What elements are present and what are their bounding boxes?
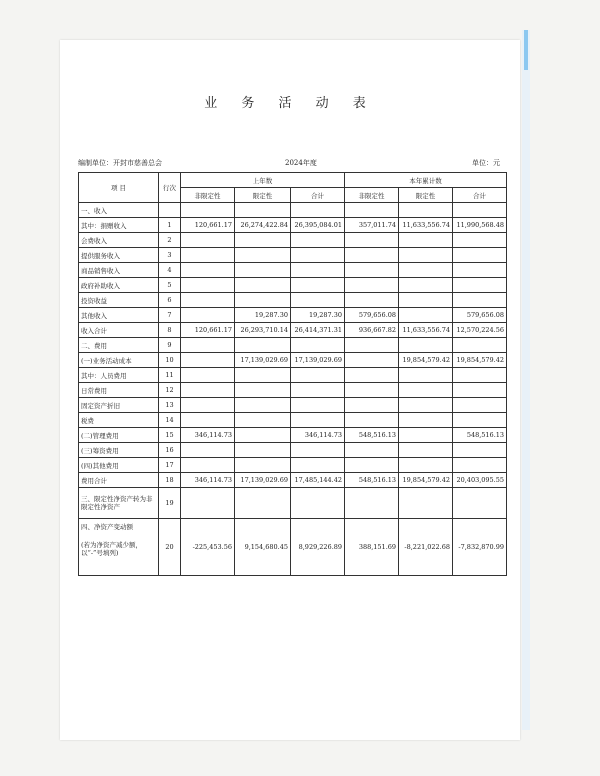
row-item-label bbox=[79, 519, 159, 576]
header-row-1 bbox=[79, 173, 507, 188]
row-value bbox=[453, 458, 507, 473]
row-value bbox=[291, 293, 345, 308]
row-value bbox=[291, 398, 345, 413]
row-line-number: 18 bbox=[159, 473, 181, 488]
row-value: 19,287.30 bbox=[235, 308, 291, 323]
row-item-label: 税费 bbox=[79, 413, 159, 428]
table-row bbox=[79, 293, 507, 308]
row-value: 26,414,371.31 bbox=[291, 323, 345, 338]
row-item-label: (二)管理费用 bbox=[79, 428, 159, 443]
header-restricted: 限定性 bbox=[235, 188, 291, 203]
row-value: 17,139,029.69 bbox=[291, 353, 345, 368]
row-value bbox=[235, 203, 291, 218]
table-row bbox=[79, 203, 507, 218]
header-prior-year: 上年数 bbox=[181, 173, 345, 188]
row-value bbox=[453, 443, 507, 458]
row-line-number: 14 bbox=[159, 413, 181, 428]
row-item-label: 商品销售收入 bbox=[79, 263, 159, 278]
row-line-number: 5 bbox=[159, 278, 181, 293]
row-item-label: 费用合计 bbox=[79, 473, 159, 488]
row-value bbox=[181, 443, 235, 458]
row-value bbox=[181, 398, 235, 413]
row-value bbox=[235, 443, 291, 458]
row-value bbox=[235, 278, 291, 293]
row-value bbox=[453, 203, 507, 218]
table-row bbox=[79, 473, 507, 488]
row-line-number: 16 bbox=[159, 443, 181, 458]
table-row bbox=[79, 338, 507, 353]
row-value: 19,287.30 bbox=[291, 308, 345, 323]
row-value: 26,293,710.14 bbox=[235, 323, 291, 338]
row-item-label: 三、限定性净资产转为非限定性净资产 bbox=[79, 488, 159, 519]
row-value bbox=[399, 443, 453, 458]
row-value bbox=[399, 278, 453, 293]
row-value bbox=[399, 308, 453, 323]
row-value bbox=[291, 278, 345, 293]
row-value bbox=[235, 458, 291, 473]
table-row bbox=[79, 308, 507, 323]
row-value bbox=[181, 203, 235, 218]
row-value bbox=[453, 368, 507, 383]
row-item-label: 会费收入 bbox=[79, 233, 159, 248]
row-value bbox=[345, 248, 399, 263]
row-value: 936,667.82 bbox=[345, 323, 399, 338]
row-value bbox=[235, 233, 291, 248]
row-line-number: 12 bbox=[159, 383, 181, 398]
table-row bbox=[79, 278, 507, 293]
row-value: -8,221,022.68 bbox=[399, 519, 453, 576]
row-value bbox=[399, 413, 453, 428]
table-row bbox=[79, 443, 507, 458]
row-cell bbox=[291, 488, 345, 519]
row-value bbox=[399, 293, 453, 308]
row-line-number: 4 bbox=[159, 263, 181, 278]
table-row bbox=[79, 233, 507, 248]
row-value bbox=[235, 413, 291, 428]
row-value bbox=[399, 233, 453, 248]
row-value bbox=[453, 233, 507, 248]
row-value: -225,453.56 bbox=[181, 519, 235, 576]
row-value bbox=[291, 248, 345, 263]
row-item-label-note: (若为净资产减少额，以“-”号填列) bbox=[81, 541, 143, 557]
table-body-bottom bbox=[79, 488, 507, 576]
row-value: 9,154,680.45 bbox=[235, 519, 291, 576]
table-row bbox=[79, 398, 507, 413]
row-item-label: 提供服务收入 bbox=[79, 248, 159, 263]
row-item-label: 收入合计 bbox=[79, 323, 159, 338]
row-value bbox=[235, 428, 291, 443]
row-value: 346,114.73 bbox=[181, 428, 235, 443]
row-value bbox=[399, 263, 453, 278]
row-line-number: 10 bbox=[159, 353, 181, 368]
row-value bbox=[345, 443, 399, 458]
row-item-label: (三)筹资费用 bbox=[79, 443, 159, 458]
row-value bbox=[453, 263, 507, 278]
row-value bbox=[181, 353, 235, 368]
row-value: 11,633,556.74 bbox=[399, 323, 453, 338]
row-cell bbox=[181, 488, 235, 519]
row-value bbox=[235, 398, 291, 413]
table-row bbox=[79, 428, 507, 443]
row-value bbox=[291, 443, 345, 458]
row-value bbox=[291, 233, 345, 248]
row-value bbox=[181, 383, 235, 398]
row-line-number: 1 bbox=[159, 218, 181, 233]
row-value bbox=[399, 338, 453, 353]
row-value: 11,990,568.48 bbox=[453, 218, 507, 233]
row-value: 120,661.17 bbox=[181, 323, 235, 338]
row-value bbox=[291, 263, 345, 278]
table-row bbox=[79, 263, 507, 278]
row-value: 19,854,579.42 bbox=[399, 473, 453, 488]
row-value: 11,633,556.74 bbox=[399, 218, 453, 233]
row-value bbox=[235, 293, 291, 308]
row-value: 346,114.73 bbox=[181, 473, 235, 488]
row-line-number: 11 bbox=[159, 368, 181, 383]
table-row bbox=[79, 248, 507, 263]
row-line-number: 2 bbox=[159, 233, 181, 248]
row-value bbox=[345, 278, 399, 293]
row-value: 548,516.13 bbox=[453, 428, 507, 443]
row-value: 12,570,224.56 bbox=[453, 323, 507, 338]
row-value: 357,011.74 bbox=[345, 218, 399, 233]
row-value: 19,854,579.42 bbox=[399, 353, 453, 368]
row-value: 26,395,084.01 bbox=[291, 218, 345, 233]
row-value bbox=[453, 398, 507, 413]
row-value bbox=[291, 203, 345, 218]
row-line-number: 9 bbox=[159, 338, 181, 353]
table-row bbox=[79, 458, 507, 473]
header-item: 项 目 bbox=[79, 173, 159, 203]
row-value: 388,151.69 bbox=[345, 519, 399, 576]
row-value bbox=[291, 368, 345, 383]
row-line-number: 15 bbox=[159, 428, 181, 443]
row-value bbox=[345, 263, 399, 278]
header-total: 合计 bbox=[453, 188, 507, 203]
table-row bbox=[79, 383, 507, 398]
row-value bbox=[291, 383, 345, 398]
row-value bbox=[453, 248, 507, 263]
row-value bbox=[345, 353, 399, 368]
row-value bbox=[399, 398, 453, 413]
row-value bbox=[345, 458, 399, 473]
row-item-label: 一、收入 bbox=[79, 203, 159, 218]
org-label: 编制单位：开封市慈善总会 bbox=[78, 159, 162, 167]
row-value bbox=[181, 233, 235, 248]
row-value bbox=[453, 413, 507, 428]
row-value bbox=[181, 308, 235, 323]
row-value bbox=[345, 398, 399, 413]
row-value: 346,114.73 bbox=[291, 428, 345, 443]
row-cell bbox=[453, 488, 507, 519]
row-value: 120,661.17 bbox=[181, 218, 235, 233]
table-row bbox=[79, 323, 507, 338]
row-value: 20,403,095.55 bbox=[453, 473, 507, 488]
row-value bbox=[181, 248, 235, 263]
activity-table bbox=[78, 172, 507, 576]
header-unrestricted: 非限定性 bbox=[181, 188, 235, 203]
row-value bbox=[291, 413, 345, 428]
row-value bbox=[235, 338, 291, 353]
row-value bbox=[345, 293, 399, 308]
row-value bbox=[399, 203, 453, 218]
row-value bbox=[181, 293, 235, 308]
row-value bbox=[235, 383, 291, 398]
row-value bbox=[453, 383, 507, 398]
row-line-number: 20 bbox=[159, 519, 181, 576]
row-value bbox=[181, 458, 235, 473]
row-value: 26,274,422.84 bbox=[235, 218, 291, 233]
row-item-label: 二、费用 bbox=[79, 338, 159, 353]
row-line-number: 6 bbox=[159, 293, 181, 308]
row-cell bbox=[399, 488, 453, 519]
table-row bbox=[79, 519, 507, 576]
row-value: 17,139,029.69 bbox=[235, 353, 291, 368]
row-item-label: (一)业务活动成本 bbox=[79, 353, 159, 368]
row-value bbox=[235, 368, 291, 383]
row-value bbox=[453, 293, 507, 308]
table-row bbox=[79, 413, 507, 428]
row-item-label: 投资收益 bbox=[79, 293, 159, 308]
row-value bbox=[399, 383, 453, 398]
row-value: 548,516.13 bbox=[345, 428, 399, 443]
page-edge-strip bbox=[522, 30, 530, 730]
table-row bbox=[79, 488, 507, 519]
header-restricted: 限定性 bbox=[399, 188, 453, 203]
row-item-label: 固定资产折旧 bbox=[79, 398, 159, 413]
row-cell bbox=[345, 488, 399, 519]
row-value bbox=[181, 338, 235, 353]
header-line: 行次 bbox=[159, 173, 181, 203]
row-line-number: 7 bbox=[159, 308, 181, 323]
row-value bbox=[345, 383, 399, 398]
row-value: 579,656.08 bbox=[453, 308, 507, 323]
row-value bbox=[399, 458, 453, 473]
row-value bbox=[345, 203, 399, 218]
row-value: 548,516.13 bbox=[345, 473, 399, 488]
row-line-number: 3 bbox=[159, 248, 181, 263]
row-value bbox=[345, 338, 399, 353]
currency-unit: 单位：元 bbox=[472, 159, 500, 167]
row-value bbox=[181, 368, 235, 383]
row-value: 17,485,144.42 bbox=[291, 473, 345, 488]
row-value bbox=[399, 368, 453, 383]
report-year: 2024年度 bbox=[285, 159, 317, 167]
report-title: 业 务 活 动 表 bbox=[204, 96, 376, 111]
row-value bbox=[181, 413, 235, 428]
row-item-label: 其他收入 bbox=[79, 308, 159, 323]
row-value bbox=[291, 458, 345, 473]
row-value bbox=[453, 338, 507, 353]
table-body bbox=[79, 203, 507, 488]
row-line-number: 17 bbox=[159, 458, 181, 473]
row-value: 17,139,029.69 bbox=[235, 473, 291, 488]
row-value: 19,854,579.42 bbox=[453, 353, 507, 368]
row-value bbox=[181, 263, 235, 278]
row-item-label: 日常费用 bbox=[79, 383, 159, 398]
row-value bbox=[399, 428, 453, 443]
row-value: 579,656.08 bbox=[345, 308, 399, 323]
row-item-label: (四)其他费用 bbox=[79, 458, 159, 473]
row-line-number bbox=[159, 203, 181, 218]
row-line-number: 8 bbox=[159, 323, 181, 338]
row-value bbox=[235, 248, 291, 263]
header-unrestricted: 非限定性 bbox=[345, 188, 399, 203]
row-value bbox=[345, 233, 399, 248]
row-value bbox=[345, 368, 399, 383]
row-item-label: 其中：人员费用 bbox=[79, 368, 159, 383]
row-value: -7,832,870.99 bbox=[453, 519, 507, 576]
row-line-number: 19 bbox=[159, 488, 181, 519]
header-total: 合计 bbox=[291, 188, 345, 203]
row-value bbox=[235, 263, 291, 278]
row-value bbox=[291, 338, 345, 353]
document-page bbox=[60, 40, 520, 740]
table-row bbox=[79, 353, 507, 368]
row-cell bbox=[235, 488, 291, 519]
row-line-number: 13 bbox=[159, 398, 181, 413]
row-value bbox=[453, 278, 507, 293]
table-row bbox=[79, 368, 507, 383]
table-row bbox=[79, 218, 507, 233]
row-item-label: 其中：捐赠收入 bbox=[79, 218, 159, 233]
row-item-label: 政府补助收入 bbox=[79, 278, 159, 293]
row-value bbox=[181, 278, 235, 293]
header-current-year: 本年累计数 bbox=[345, 173, 507, 188]
page-edge-tab bbox=[524, 30, 528, 70]
row-value: 8,929,226.89 bbox=[291, 519, 345, 576]
row-value bbox=[399, 248, 453, 263]
row-item-label-main: 四、净资产变动额 bbox=[81, 523, 133, 531]
row-value bbox=[345, 413, 399, 428]
